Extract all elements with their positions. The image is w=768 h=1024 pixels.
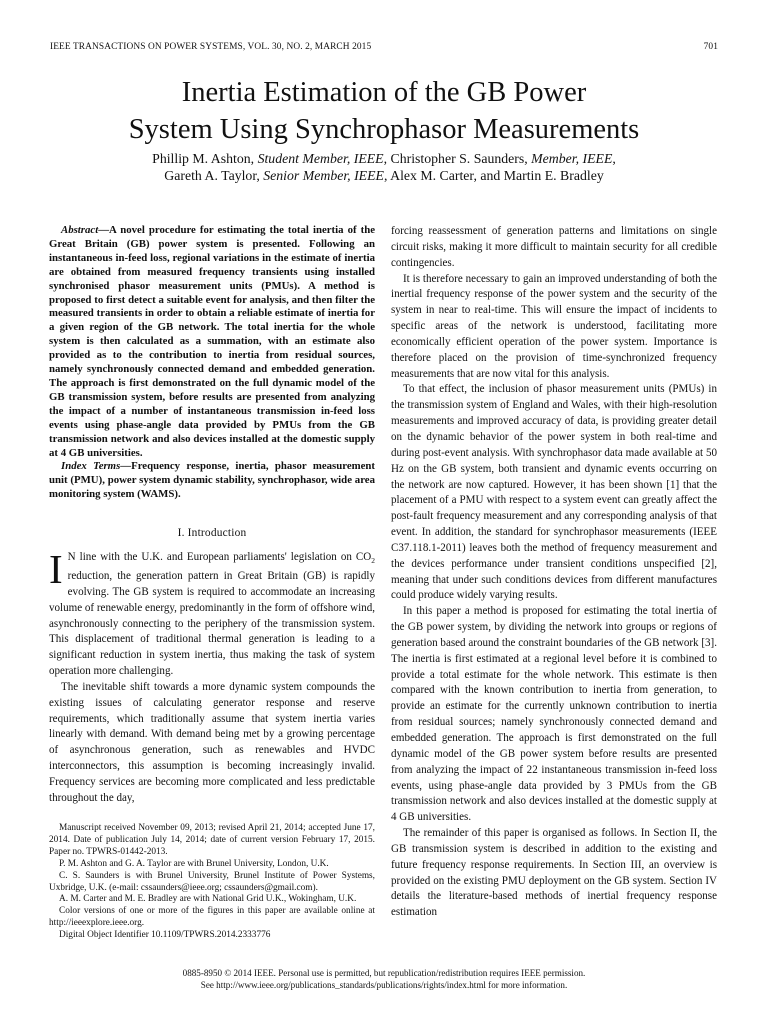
- author-2-name: , Christopher S. Saunders,: [383, 151, 532, 166]
- author-1-name: Phillip M. Ashton,: [152, 151, 258, 166]
- author-3-name: Gareth A. Taylor,: [164, 167, 264, 183]
- section-heading-introduction: I. Introduction: [177, 527, 247, 540]
- footnotes: [49, 823, 375, 942]
- body-paragraph-2: It is therefore necessary to gain an improved understanding of both the inertial frequency response of the power system and the security of the system in near to real-time. This will ensure the impact of incidents to specific areas of the network is understood, facilitating more economically efficient operation of the power system. Importance is therefore placed on the provision of time-synchronized frequency measurements that are now vital for this analysis.: [391, 272, 717, 380]
- index-terms-text: —Frequency response, inertia, phasor measurement unit (PMU), power system dynamic stability, synchrophasor, wide area monitoring system (WAMS).: [49, 460, 375, 501]
- co2-subscript: 2: [371, 556, 375, 566]
- drop-cap: I: [49, 545, 63, 592]
- footnote-doi: Digital Object Identifier 10.1109/TPWRS.2014.2333776: [59, 930, 271, 941]
- intro-paragraph-1: [49, 545, 375, 680]
- author-line-1: Phillip M. Ashton, Student Member, IEEE, Christopher S. Saunders, Member, IEEE,: [152, 151, 616, 166]
- author-line-2: [0, 168, 768, 185]
- footnote-affiliation-2: C. S. Saunders is with Brunel University, Brunel Institute of Power Systems, Uxbridge, U.K. (e-mail: cssaunders@ieee.org; cssaunders@gmail.com).: [49, 870, 375, 893]
- paper-title: [0, 74, 768, 148]
- intro-p1-part-a: N line with the U.K. and European parliaments' legislation on CO: [67, 550, 372, 563]
- index-terms: [49, 460, 375, 502]
- copyright-line-2: See http://www.ieee.org/publications_standards/publications/rights/index.html for more information.: [200, 980, 568, 991]
- journal-name: IEEE TRANSACTIONS ON POWER SYSTEMS, VOL. 30, NO. 2, MARCH 2015: [50, 42, 372, 52]
- body-paragraph-4: In this paper a method is proposed for estimating the total inertia of the GB power system, by dividing the network into groups or regions of generation based around the constraint boundaries of the GB network [3]. The inertia is first estimated at a regional level before it is combined to provide a total estimate for the whole network. This estimate is then compared with the known contribution to inertia from generation, to provide an estimate for the currently unknown contribution to inertia from residual sources; namely synchronously connected demand and embedded generation. The approach is first demonstrated on the full dynamic model of the GB power system before results are presented from analyzing the impact of 22 instantaneous transmission in-feed loss events, using phase-angle data provided by 3 PMUs from the GB transmission network and also devices installed at the domestic supply at 4 GB universities.: [391, 605, 717, 824]
- abstract: [49, 224, 375, 460]
- author-list: [0, 151, 768, 184]
- footnote-affiliation-3: A. M. Carter and M. E. Bradley are with National Grid U.K., Wokingham, U.K.: [59, 894, 357, 905]
- intro-p1-part-b: reduction, the generation pattern in Great Britain (GB) is rapidly evolving. The GB system is required to accommodate an increasing volume of renewable energy, predominantly in the form of offshore wind, asynchronously connecting to the periphery of the transmission system. This displacement of traditional thermal generation is leading to a significant reduction in system inertia, thus making the task of system operation more challenging.: [49, 570, 375, 678]
- footnote-manuscript: Manuscript received November 09, 2013; revised April 21, 2014; accepted June 17, 2014. Date of publication July 14, 2014; date of current version February 17, 2015. Paper no. TPWRS-01442-2013.: [49, 823, 375, 857]
- body-paragraph-3: To that effect, the inclusion of phasor measurement units (PMUs) in the transmission system of England and Wales, with their high-resolution measurements and improved accuracy of data, is providing greater detail on the dynamic behavior of the power system in both real-time and during post-event analysis. With synchrophasor data made available at 50 Hz on the GB system, both transient and dynamic events occurring on the network are now captured. However, it has been shown [1] that the placement of a PMU with respect to a system event can greatly affect the post-fault frequency measurement and any corresponding analysis of that event. In addition, the standard for synchrophasor measurements (IEEE C37.118.1-2011) leaves both the method of frequency measurement and the devices performance under transient conditions unspecified [2], meaning that under such conditions devices from different manufactures could produce widely varying results.: [391, 383, 717, 602]
- index-terms-label: Index Terms: [61, 460, 121, 473]
- title-line-2: System Using Synchrophasor Measurements: [128, 114, 640, 145]
- running-header: [50, 42, 718, 52]
- author-4-name: , Alex M. Carter, and Martin E. Bradley: [383, 167, 604, 183]
- body-paragraph-continued: forcing reassessment of generation patterns and limitations on single circuit risks, making it more difficult to maintain security for all credible contingencies.: [391, 225, 717, 269]
- author-1-role: Student Member, IEEE: [257, 151, 384, 166]
- title-line-1: Inertia Estimation of the GB Power: [181, 77, 587, 108]
- abstract-label: Abstract: [61, 224, 99, 236]
- footnote-color-versions: Color versions of one or more of the figures in this paper are available online at http://ieeexplore.ieee.org.: [49, 906, 375, 929]
- intro-paragraph-2: The inevitable shift towards a more dynamic system compounds the existing issues of calculating generator response and reserve requirements, which traditionally assume that system inertia varies linearly with demand. With demand being met by a growing percentage of asynchronous generation, such as renewables and HVDC interconnectors, this assumption is becoming increasingly invalid. Frequency services are becoming more complicated and less predictable throughout the day,: [49, 680, 375, 804]
- copyright-line-1: 0885-8950 © 2014 IEEE. Personal use is permitted, but republication/redistribution requires IEEE permission.: [182, 968, 586, 978]
- footnote-affiliation-1: P. M. Ashton and G. A. Taylor are with Brunel University, London, U.K.: [59, 858, 329, 869]
- abstract-text: —A novel procedure for estimating the total inertia of the Great Britain (GB) power system is presented. Following an instantaneous in-feed loss, regional variations in the estimate of inertia are obtained from measured frequency transients using installed synchronised phasor measurement units (PMUs). A method is proposed to first detect a suitable event for analysis, and then filter the measured transients in order to obtain a reliable estimate of inertia for a given region of the GB network. The total inertia for the whole system is then calculated as a summation, with an estimate also provided as to the contribution to inertia from residual sources, namely synchronously connected demand and embedded generation. The approach is first demonstrated on the full dynamic model of the GB transmission system, before results are presented from analyzing the impact of a number of instantaneous transmission in-feed loss events using phase-angle data provided by PMUs from the GB transmission network and also devices installed at the domestic supply at 4 GB universities.: [49, 224, 375, 459]
- left-column: [49, 224, 375, 807]
- right-column: [391, 224, 717, 921]
- author-3-role: Senior Member, IEEE: [263, 167, 384, 183]
- body-paragraph-5: The remainder of this paper is organised as follows. In Section II, the GB transmission system is described in addition to the existing and future frequency response requirements. In Section III, an overview is provided on the existing PMU deployment on the GB system. Section IV details the literature-based methods of inertial frequency response estimation: [391, 827, 717, 919]
- page-number: 701: [703, 42, 718, 52]
- copyright-notice: [0, 967, 768, 992]
- author-2-role: Member, IEEE: [531, 151, 613, 166]
